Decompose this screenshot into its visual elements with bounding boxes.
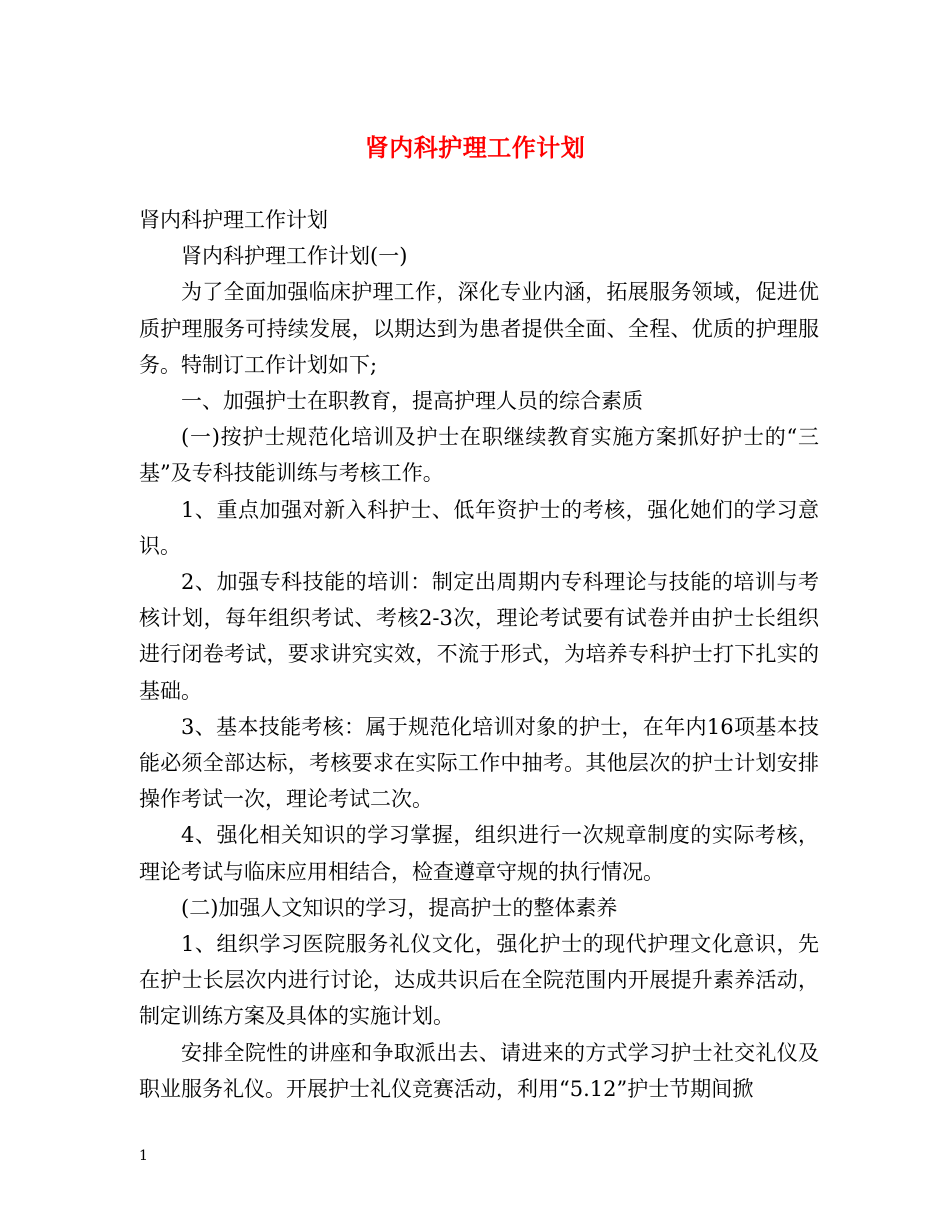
document-title: 肾内科护理工作计划: [364, 133, 586, 162]
paragraph: 安排全院性的讲座和争取派出去、请进来的方式学习护士社交礼仪及职业服务礼仪。开展护士礼仪竞赛活动，利用“5.12”护士节期间掀: [139, 1040, 819, 1101]
paragraph: (二)加强人文知识的学习，提高护士的整体素养: [181, 895, 618, 920]
paragraph: 肾内科护理工作计划(一): [181, 244, 408, 269]
paragraph: 为了全面加强临床护理工作，深化专业内涵，拓展服务领域，促进优质护理服务可持续发展，以期达到为患者提供全面、全程、优质的护理服务。特制订工作计划如下;: [139, 280, 819, 377]
paragraph: 1、组织学习医院服务礼仪文化，强化护士的现代护理文化意识，先在护士长层次内进行讨论，达成共识后在全院范围内开展提升素养活动，制定训练方案及具体的实施计划。: [139, 932, 819, 1029]
paragraph: 1、重点加强对新入科护士、低年资护士的考核，强化她们的学习意识。: [139, 497, 819, 558]
paragraph: 一、加强护士在职教育，提高护理人员的综合素质: [181, 389, 643, 414]
page-number: 1: [139, 1148, 148, 1164]
paragraph: (一)按护士规范化培训及护士在职继续教育实施方案抓好护士的“三基”及专科技能训练与考核工作。: [139, 425, 819, 486]
document-body: [139, 202, 819, 1107]
paragraph: 2、加强专科技能的培训：制定出周期内专科理论与技能的培训与考核计划，每年组织考试、考核2-3次，理论考试要有试卷并由护士长组织进行闭卷考试，要求讲究实效，不流于形式，为培养专科护士打下扎实的基础。: [139, 570, 819, 703]
paragraph: 肾内科护理工作计划: [139, 208, 328, 232]
paragraph: 4、强化相关知识的学习掌握，组织进行一次规章制度的实际考核，理论考试与临床应用相结合，检查遵章守规的执行情况。: [139, 823, 819, 884]
paragraph: 3、基本技能考核：属于规范化培训对象的护士，在年内16项基本技能必须全部达标，考核要求在实际工作中抽考。其他层次的护士计划安排操作考试一次，理论考试二次。: [139, 714, 819, 812]
